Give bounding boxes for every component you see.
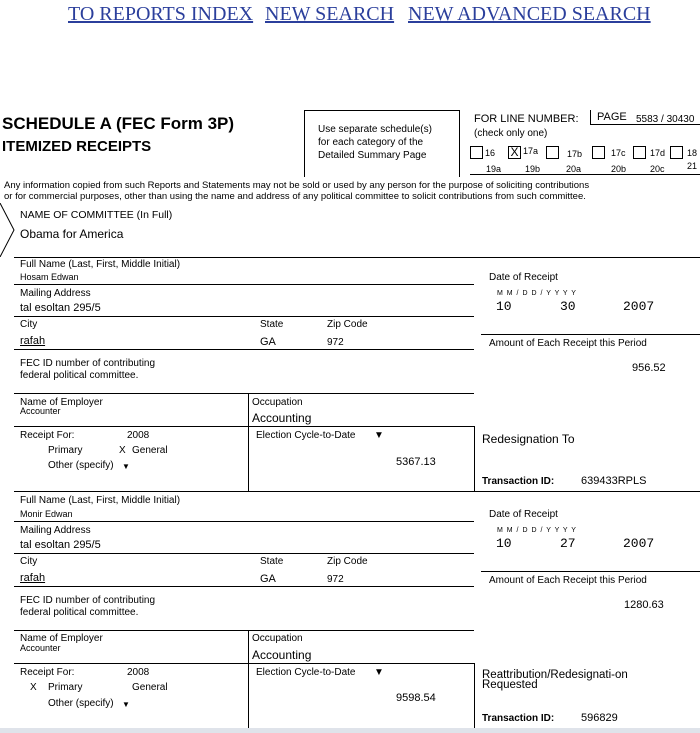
- city-value: rafah: [20, 335, 46, 347]
- receipt-year: 2008: [127, 430, 150, 441]
- entry-divider: [14, 491, 700, 492]
- rule: [481, 334, 700, 335]
- committee-arrow: [0, 203, 16, 257]
- line-18-checkbox[interactable]: [670, 146, 683, 159]
- state-label: State: [260, 556, 284, 567]
- general-label: General: [132, 682, 168, 693]
- employer-value: Accounter: [20, 406, 61, 416]
- line-19b-label: 19b: [525, 164, 541, 174]
- employer-value: Accounter: [20, 643, 61, 653]
- occupation-value: Accounting: [252, 648, 312, 662]
- full-name-label: Full Name (Last, First, Middle Initial): [20, 495, 181, 506]
- employer-label: Name of Employer: [20, 633, 103, 644]
- rule: [474, 663, 475, 728]
- zip-label: Zip Code: [327, 319, 368, 330]
- election-cycle-label: Election Cycle-to-Date: [256, 667, 356, 678]
- mailing-address-label: Mailing Address: [20, 288, 91, 299]
- memo-text: Reattribution/Redesignati-on Requested: [482, 669, 628, 691]
- line-17b-label: 17b: [567, 149, 583, 159]
- mailing-address-label: Mailing Address: [20, 525, 91, 536]
- instructions-line-1: Use separate schedule(s): [318, 124, 432, 135]
- schedule-title: SCHEDULE A (FEC Form 3P): [2, 114, 235, 133]
- fec-id-label-2: federal political committee.: [20, 370, 139, 381]
- receipt-month: 10: [496, 299, 512, 314]
- amount-value: 956.52: [632, 362, 666, 374]
- primary-label: Primary: [48, 682, 83, 693]
- rule: [14, 316, 474, 317]
- line-17a-check: X: [510, 145, 519, 159]
- full-name-label: Full Name (Last, First, Middle Initial): [20, 259, 181, 270]
- zip-value: 972: [327, 574, 344, 585]
- line-17a-label: 17a: [523, 146, 539, 156]
- rule: [248, 393, 249, 491]
- line-17c-label: 17c: [611, 148, 626, 158]
- city-label: City: [20, 319, 38, 330]
- line-20b-label: 20b: [611, 164, 627, 174]
- mailing-address: tal esoltan 295/5: [20, 302, 101, 314]
- transaction-id-value: 639433RPLS: [581, 475, 647, 487]
- city-label: City: [20, 556, 38, 567]
- reports-index-link[interactable]: TO REPORTS INDEX: [68, 3, 254, 25]
- instructions-box-right: [459, 110, 460, 177]
- horizontal-scrollbar[interactable]: [0, 728, 700, 733]
- transaction-id-value: 596829: [581, 712, 618, 724]
- primary-check[interactable]: X: [30, 682, 37, 693]
- rule: [14, 553, 474, 554]
- receipt-month: 10: [496, 536, 512, 551]
- transaction-id-label: Transaction ID:: [482, 713, 555, 724]
- rule: [248, 630, 249, 728]
- memo-text: Redesignation To: [482, 432, 575, 446]
- line-20c-label: 20c: [650, 164, 665, 174]
- receipt-day: 27: [560, 536, 576, 551]
- notice-line-2: or for commercial purposes, other than using the name and address of any political committee to solicit contributions from such committee.: [4, 191, 586, 202]
- line-21-label: 21: [687, 161, 698, 171]
- rule: [14, 284, 474, 285]
- cycle-to-date-value: 5367.13: [396, 456, 436, 468]
- rule: [14, 630, 474, 631]
- state-value: GA: [260, 336, 276, 348]
- state-value: GA: [260, 573, 276, 585]
- other-label: Other (specify): [48, 698, 114, 709]
- amount-label: Amount of Each Receipt this Period: [489, 575, 647, 586]
- rule: [14, 349, 474, 350]
- receipt-for-label: Receipt For:: [20, 430, 75, 441]
- city-value: rafah: [20, 572, 46, 584]
- committee-name: Obama for America: [20, 227, 124, 241]
- schedule-subtitle: ITEMIZED RECEIPTS: [2, 138, 152, 155]
- receipt-year-value: 2007: [623, 536, 655, 551]
- check-only-one: (check only one): [474, 128, 548, 139]
- date-format: M M / D D / Y Y Y Y: [497, 527, 577, 534]
- fec-id-label-2: federal political committee.: [20, 607, 139, 618]
- page-label: PAGE: [597, 111, 627, 123]
- line-boxes-underline: [470, 174, 700, 175]
- zip-value: 972: [327, 337, 344, 348]
- other-arrow-icon: ▼: [122, 462, 130, 471]
- line-17d-label: 17d: [650, 148, 666, 158]
- rule: [14, 586, 474, 587]
- committee-divider: [14, 257, 700, 258]
- cycle-arrow-icon: ▼: [374, 667, 384, 678]
- receipt-for-label: Receipt For:: [20, 667, 75, 678]
- occupation-label: Occupation: [252, 633, 303, 644]
- line-number-label: FOR LINE NUMBER:: [474, 113, 579, 125]
- line-17d-checkbox[interactable]: [633, 146, 646, 159]
- rule: [14, 521, 474, 522]
- new-search-link[interactable]: NEW SEARCH: [265, 3, 395, 25]
- cycle-to-date-value: 9598.54: [396, 692, 436, 704]
- fec-id-label-1: FEC ID number of contributing: [20, 595, 156, 606]
- mailing-address: tal esoltan 295/5: [20, 539, 101, 551]
- general-check[interactable]: X: [119, 445, 126, 456]
- occupation-value: Accounting: [252, 411, 312, 425]
- amount-label: Amount of Each Receipt this Period: [489, 338, 647, 349]
- date-of-receipt-label: Date of Receipt: [489, 509, 558, 520]
- rule: [14, 393, 474, 394]
- new-advanced-search-link[interactable]: NEW ADVANCED SEARCH: [408, 3, 651, 25]
- line-19a-label: 19a: [486, 164, 502, 174]
- cycle-arrow-icon: ▼: [374, 430, 384, 441]
- line-16-label: 16: [485, 148, 496, 158]
- primary-label: Primary: [48, 445, 83, 456]
- election-cycle-label: Election Cycle-to-Date: [256, 430, 356, 441]
- other-label: Other (specify): [48, 460, 114, 471]
- amount-value: 1280.63: [624, 599, 664, 611]
- date-format: M M / D D / Y Y Y Y: [497, 290, 577, 297]
- line-20a-label: 20a: [566, 164, 582, 174]
- fec-id-label-1: FEC ID number of contributing: [20, 358, 156, 369]
- line-18-label: 18: [687, 148, 698, 158]
- line-17a-checkbox[interactable]: [508, 146, 521, 159]
- committee-label: NAME OF COMMITTEE (In Full): [20, 209, 173, 221]
- instructions-box-top: [304, 110, 460, 111]
- employer-label: Name of Employer: [20, 397, 103, 408]
- occupation-label: Occupation: [252, 397, 303, 408]
- instructions-line-3: Detailed Summary Page: [318, 150, 427, 161]
- rule: [14, 426, 474, 427]
- rule: [474, 426, 475, 491]
- date-of-receipt-label: Date of Receipt: [489, 272, 558, 283]
- contributor-name: Hosam Edwan: [20, 272, 79, 282]
- line-17b-checkbox[interactable]: [546, 146, 559, 159]
- receipt-year-value: 2007: [623, 299, 655, 314]
- notice-line-1: Any information copied from such Reports and Statements may not be sold or used by any person for the purpose of soliciting contributions: [4, 180, 590, 191]
- line-17c-checkbox[interactable]: [592, 146, 605, 159]
- instructions-box-left: [304, 110, 305, 177]
- instructions-line-2: for each category of the: [318, 137, 424, 148]
- contributor-name: Monir Edwan: [20, 509, 73, 519]
- receipt-year: 2008: [127, 667, 150, 678]
- state-label: State: [260, 319, 284, 330]
- general-label: General: [132, 445, 168, 456]
- receipt-day: 30: [560, 299, 576, 314]
- rule: [14, 663, 474, 664]
- zip-label: Zip Code: [327, 556, 368, 567]
- other-arrow-icon: ▼: [122, 700, 130, 709]
- page-value: 5583 / 30430: [636, 114, 695, 125]
- transaction-id-label: Transaction ID:: [482, 476, 555, 487]
- line-16-checkbox[interactable]: [470, 146, 483, 159]
- rule: [481, 571, 700, 572]
